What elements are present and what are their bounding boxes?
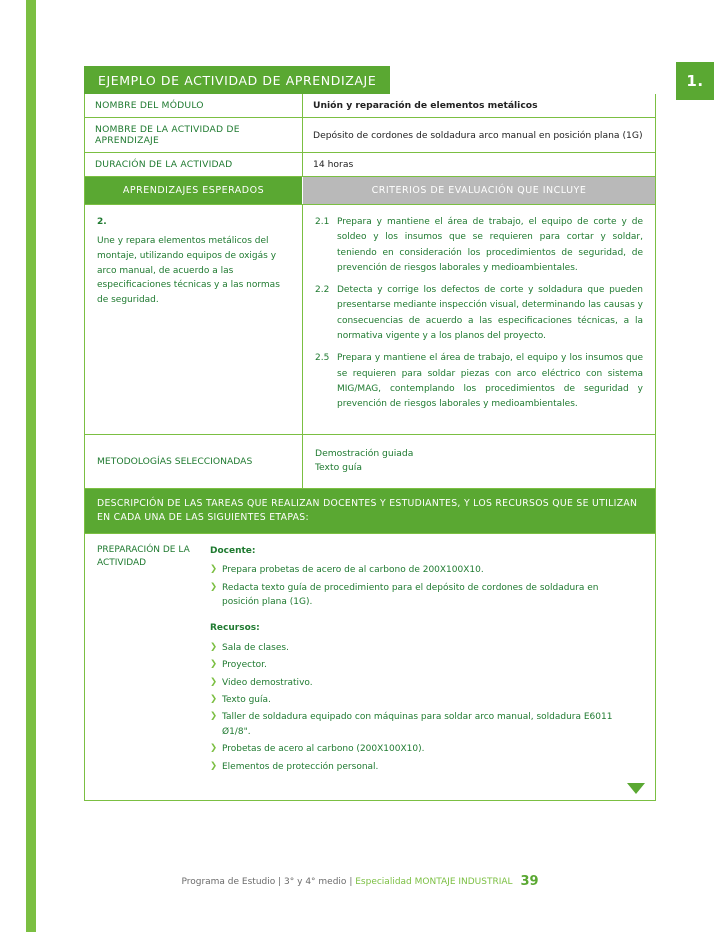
bullet-arrow-icon: ❯ [210,743,218,754]
table-row [85,94,655,118]
footer-program: Programa de Estudio [181,877,276,887]
activity-table [84,94,656,801]
learning-criteria-row [85,205,655,435]
left-accent-bar [26,0,36,932]
list-item [210,563,631,577]
criterion-number: 2.2 [315,285,330,296]
activity-name-value: Depósito de cordones de soldadura arco manual en posición plana (1G) [313,129,643,141]
list-item-text: Redacta texto guía de procedimiento para el depósito de cordones de soldadura en posición plana (1G). [222,582,599,608]
list-item [210,641,631,655]
criterion-number: 2.1 [315,217,330,227]
banner-title: EJEMPLO DE ACTIVIDAD DE APRENDIZAJE [84,66,390,94]
page-footer [0,874,720,889]
table-row [85,118,655,153]
criterion-number: 2.5 [315,353,330,364]
resources-heading: Recursos: [210,623,260,634]
list-item-text: Texto guía. [222,695,271,705]
methodology-item: Texto guía [315,462,362,474]
methodologies-value [303,435,655,488]
list-item [210,676,631,690]
criterion-item [315,215,643,276]
list-item-text: Elementos de protección personal. [222,761,379,772]
page-tab-number [676,62,714,100]
list-item [210,658,631,672]
module-name-label: NOMBRE DEL MÓDULO [85,94,303,117]
criterion-item [315,283,643,344]
activity-duration-label: DURACIÓN DE LA ACTIVIDAD [85,153,303,176]
bullet-arrow-icon: ❯ [210,641,218,652]
bullet-arrow-icon: ❯ [210,711,218,722]
list-item-text: Prepara probetas de acero de al carbono de 200X100X10. [222,565,484,576]
methodologies-label: METODOLOGÍAS SELECCIONADAS [85,435,303,488]
continue-triangle-icon [627,783,645,794]
list-item-text: Probetas de acero al carbono (200X100X10). [222,744,425,755]
module-name-value: Unión y reparación de elementos metálicos [313,100,538,111]
methodologies-row [85,435,655,489]
bullet-arrow-icon: ❯ [210,694,218,704]
activity-name-label: NOMBRE DE LA ACTIVIDAD DE APRENDIZAJE [85,118,303,152]
list-item [210,581,631,610]
criterion-text: Prepara y mantiene el área de trabajo, el equipo de corte y de soldeo y los insumos que se requieren para cortar y soldar, teniendo en consideración los procedimientos de seguridad, de prevención de riesgos laborales y medioambientales. [337,217,643,273]
table-row [85,153,655,177]
footer-separator: | [349,877,353,887]
list-item-text: Sala de clases. [222,642,289,653]
preparation-label: PREPARACIÓN DE LA ACTIVIDAD [85,534,200,800]
criterion-text: Detecta y corrige los defectos de corte y soldadura que pueden presentarse mediante inspección visual, determinando las causas y consecuencias de acuerdo a las especificaciones técnicas, a la normativa vigente y a los planos del proyecto. [337,285,643,342]
learning-number: 2. [97,217,107,227]
activity-duration-value: 14 horas [313,159,354,170]
description-band: DESCRIPCIÓN DE LAS TAREAS QUE REALIZAN DOCENTES Y ESTUDIANTES, Y LOS RECURSOS QUE SE UTILIZAN EN CADA UNA DE LAS SIGUIENTES ETAPAS: [85,489,655,534]
footer-separator: | [278,877,282,887]
bullet-arrow-icon: ❯ [210,676,218,687]
bullet-arrow-icon: ❯ [210,659,218,670]
resources-list [210,641,631,774]
criterion-text: Prepara y mantiene el área de trabajo, el equipo y los insumos que se requieren para soldar piezas con arco eléctrico con sistema MIG/MAG, contemplando los procedimientos de seguridad y prevención de riesgos laborales y medioambientales. [337,353,643,410]
list-item [210,760,631,774]
list-item [210,742,631,756]
list-item-text: Proyector. [222,660,267,671]
footer-page-number: 39 [520,874,539,889]
bullet-arrow-icon: ❯ [210,760,218,771]
expected-learning-cell [85,205,303,434]
activity-sheet [84,66,656,801]
page-tab-label: 1. [686,72,704,90]
bullet-arrow-icon: ❯ [210,564,218,575]
expected-learning-header: APRENDIZAJES ESPERADOS [85,177,303,204]
list-item [210,693,631,707]
list-item [210,710,631,739]
criteria-cell [303,205,655,434]
list-item-text: Taller de soldadura equipado con máquinas para soldar arco manual, soldadura E6011 Ø1/8". [222,712,613,737]
methodology-item: Demostración guiada [315,447,414,459]
criterion-item [315,351,643,412]
preparation-content [200,534,655,800]
section-header-band [85,177,655,205]
bullet-arrow-icon: ❯ [210,581,218,592]
footer-level: 3° y 4° medio [284,877,347,887]
learning-text: Une y repara elementos metálicos del montaje, utilizando equipos de oxigás y arco manual, de acuerdo a las especificaciones técnicas y a las normas de seguridad. [97,235,280,306]
evaluation-criteria-header: CRITERIOS DE EVALUACIÓN QUE INCLUYE [303,177,655,204]
footer-specialty: Especialidad MONTAJE INDUSTRIAL [355,877,513,887]
teacher-heading: Docente: [210,545,256,556]
teacher-task-list [210,563,631,609]
preparation-row [85,534,655,800]
list-item-text: Video demostrativo. [222,677,313,688]
